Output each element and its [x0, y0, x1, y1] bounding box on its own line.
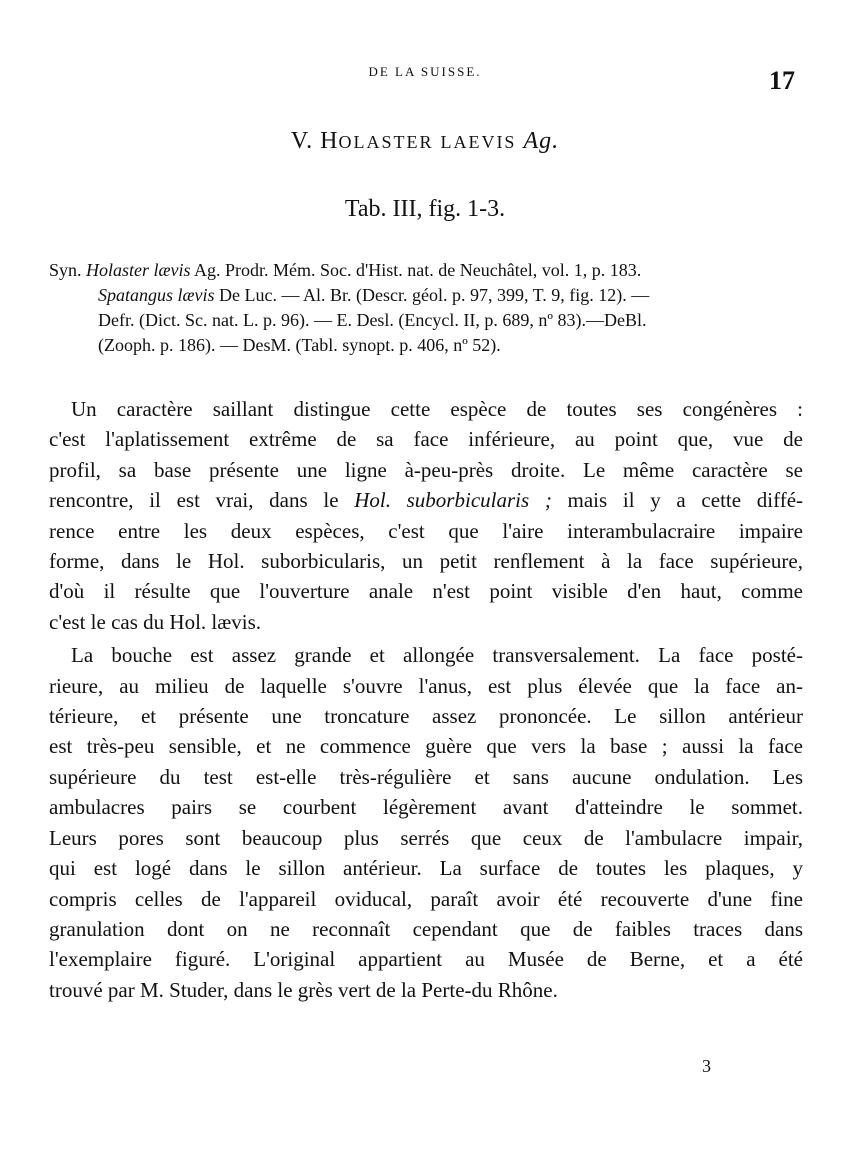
genus-initial: H [320, 128, 339, 154]
text-line: Leurs pores sont beaucoup plus serrés que ceux de l'ambulacre impair, [49, 825, 803, 850]
synonymy-line [49, 258, 799, 283]
text-line: rieure, au milieu de laquelle s'ouvre l'anus, est plus élevée que la face an- [49, 673, 803, 698]
text-line [49, 485, 803, 515]
species-title [0, 128, 850, 155]
genus-rest: OLASTER [338, 132, 434, 152]
synonym-name: Spatangus lævis [98, 285, 215, 305]
paragraph-1 [49, 394, 803, 637]
synonym-citation: De Luc. — Al. Br. (Descr. géol. p. 97, 399, T. 9, fig. 12). — [219, 285, 650, 305]
text-line: d'où il résulte que l'ouverture anale n'est point visible d'en haut, comme [49, 579, 803, 604]
paragraph-2 [49, 640, 803, 1005]
species-authority: Ag. [523, 128, 560, 154]
page-number: 17 [769, 66, 795, 95]
text-line: granulation dont on ne reconnaît cependant que de faibles traces dans [49, 916, 803, 941]
synonymy-line: (Zooph. p. 186). — DesM. (Tabl. synopt. p. 406, nº 52). [98, 335, 501, 355]
text-line: qui est logé dans le sillon antérieur. La surface de toutes les plaques, y [49, 856, 803, 881]
text-line: supérieure du test est-elle très-régulière et sans aucune ondulation. Les [49, 764, 803, 789]
text-line: compris celles de l'appareil oviducal, paraît avoir été recouverte d'une fine [49, 886, 803, 911]
text-line: trouvé par M. Studer, dans le grès vert de la Perte-du Rhône. [49, 977, 558, 1002]
synonymy-prefix: Syn. [49, 260, 82, 280]
text-segment: rencontre, il est vrai, dans le [49, 488, 339, 513]
text-line: térieure, et présente une troncature assez prononcée. Le sillon antérieur [49, 704, 803, 729]
synonymy-block [49, 258, 799, 358]
plate-reference: Tab. III, fig. 1-3. [344, 196, 506, 222]
text-line: forme, dans le Hol. suborbicularis, un petit renflement à la face supérieure, [49, 549, 803, 574]
running-head: DE LA SUISSE. [368, 64, 482, 79]
text-line: La bouche est assez grande et allongée transversalement. La face posté- [71, 643, 803, 668]
text-line: est très-peu sensible, et ne commence guère que vers la base ; aussi la face [49, 734, 803, 759]
synonym-citation: Ag. Prodr. Mém. Soc. d'Hist. nat. de Neuchâtel, vol. 1, p. 183. [194, 260, 642, 280]
text-line: Un caractère saillant distingue cette espèce de toutes ses congénères : [71, 397, 803, 421]
text-segment: mais il y a cette diffé- [567, 488, 804, 513]
text-line: c'est le cas du Hol. lævis. [49, 609, 261, 634]
synonymy-line: Defr. (Dict. Sc. nat. L. p. 96). — E. Desl. (Encycl. II, p. 689, nº 83).—DeBl. [98, 310, 647, 330]
body-text [49, 394, 803, 1008]
synonym-name: Holaster lævis [86, 260, 191, 280]
text-line: ambulacres pairs se courbent légèrement avant d'atteindre le sommet. [49, 795, 803, 820]
text-line: rence entre les deux espèces, c'est que l'aire interambulacraire impaire [49, 518, 803, 543]
text-line: c'est l'aplatissement extrême de sa face inférieure, au point que, vue de [49, 427, 803, 452]
species-numeral: V. [290, 128, 314, 154]
signature-mark: 3 [702, 1056, 711, 1076]
text-line: l'exemplaire figuré. L'original appartient au Musée de Berne, et a été [49, 947, 803, 972]
species-epithet: LAEVIS [440, 132, 517, 152]
synonymy-line [49, 283, 799, 308]
text-line: profil, sa base présente une ligne à-peu-près droite. Le même caractère se [49, 457, 803, 482]
species-reference: Hol. suborbicularis ; [354, 488, 552, 513]
